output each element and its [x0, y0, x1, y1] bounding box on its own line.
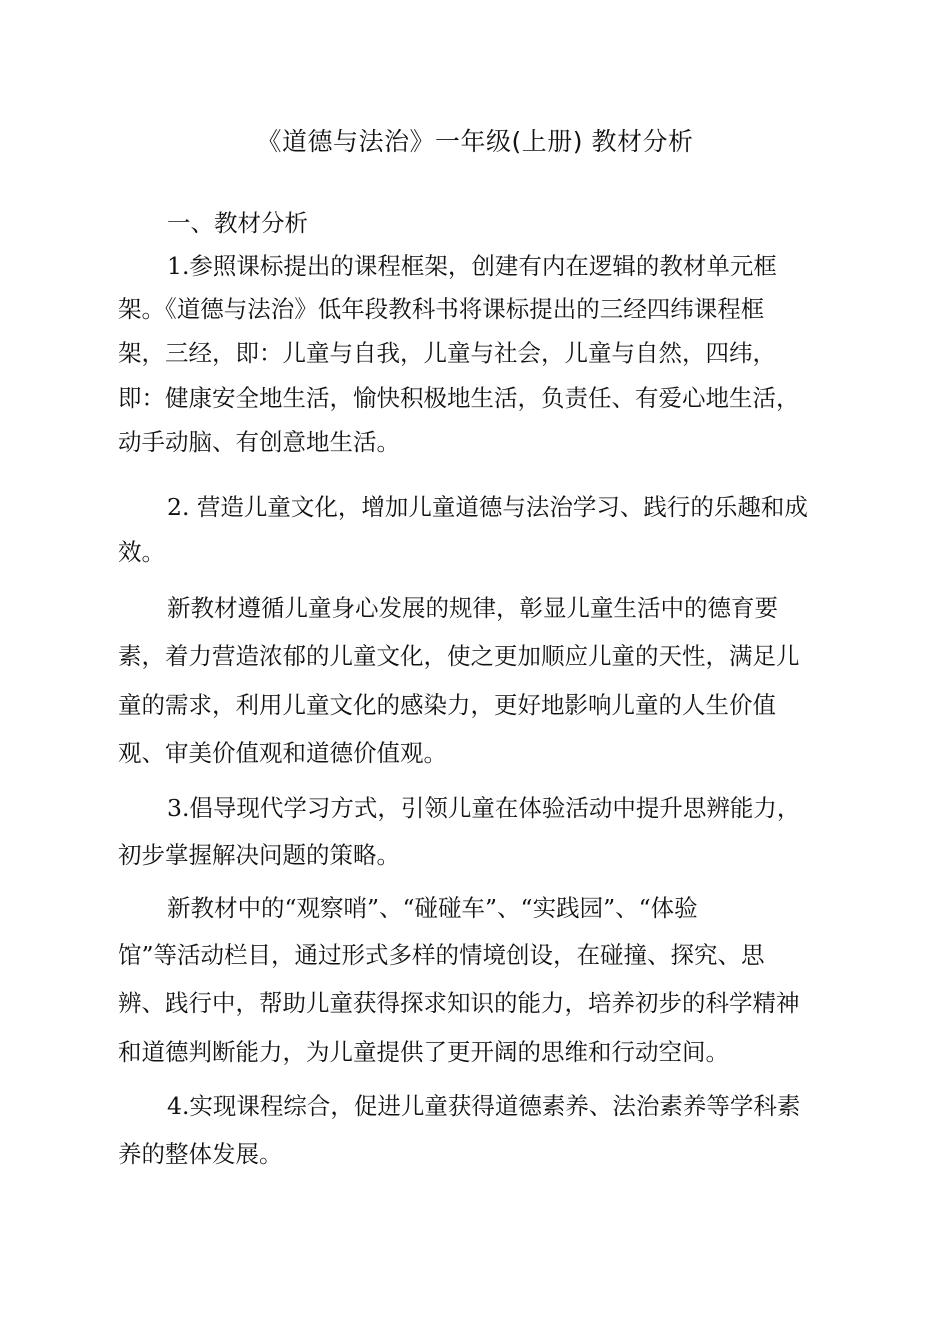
paragraph-line: 素，着力营造浓郁的儿童文化，使之更加顺应儿童的天性，满足儿: [118, 642, 800, 670]
paragraph-line: 和道德判断能力，为儿童提供了更开阔的思维和行动空间。: [118, 1038, 729, 1066]
paragraph-line: 初步掌握解决问题的策略。: [118, 841, 400, 869]
paragraph-line: 动手动脑、有创意地生活。: [118, 428, 400, 456]
paragraph-line: 新教材遵循儿童身心发展的规律，彰显儿童生活中的德育要: [167, 594, 778, 622]
paragraph-line: 1.参照课标提出的课程框架，创建有内在逻辑的教材单元框: [167, 252, 777, 280]
paragraph-line: 4.实现课程综合，促进儿童获得道德素养、法治素养等学科素: [167, 1092, 801, 1120]
paragraph-line: 童的需求，利用儿童文化的感染力，更好地影响儿童的人生价值: [118, 691, 776, 719]
paragraph-line: 2. 营造儿童文化，增加儿童道德与法治学习、践行的乐趣和成: [167, 493, 808, 521]
section-heading: 一、教材分析: [167, 209, 308, 237]
paragraph-line: 养的整体发展。: [118, 1140, 283, 1168]
paragraph-line: 效。: [118, 538, 165, 566]
paragraph-line: 新教材中的“观察哨”、“碰碰车”、“实践园”、“体验: [167, 894, 698, 922]
paragraph-line: 架，三经，即：儿童与自我，儿童与社会，儿童与自然，四纬，: [118, 339, 776, 367]
paragraph-line: 辨、践行中，帮助儿童获得探求知识的能力，培养初步的科学精神: [118, 989, 800, 1017]
paragraph-line: 观、审美价值观和道德价值观。: [118, 739, 447, 767]
paragraph-line: 架。《道德与法治》低年段教科书将课标提出的三经四纬课程框: [118, 295, 765, 323]
paragraph-line: 3.倡导现代学习方式，引领儿童在体验活动中提升思辨能力，: [167, 794, 801, 822]
paragraph-line: 即：健康安全地生活，愉快积极地生活，负责任、有爱心地生活，: [118, 384, 800, 412]
document-title: 《道德与法治》一年级(上册) 教材分析: [256, 127, 694, 156]
paragraph-line: 馆”等活动栏目，通过形式多样的情境创设，在碰撞、探究、思: [118, 941, 765, 969]
